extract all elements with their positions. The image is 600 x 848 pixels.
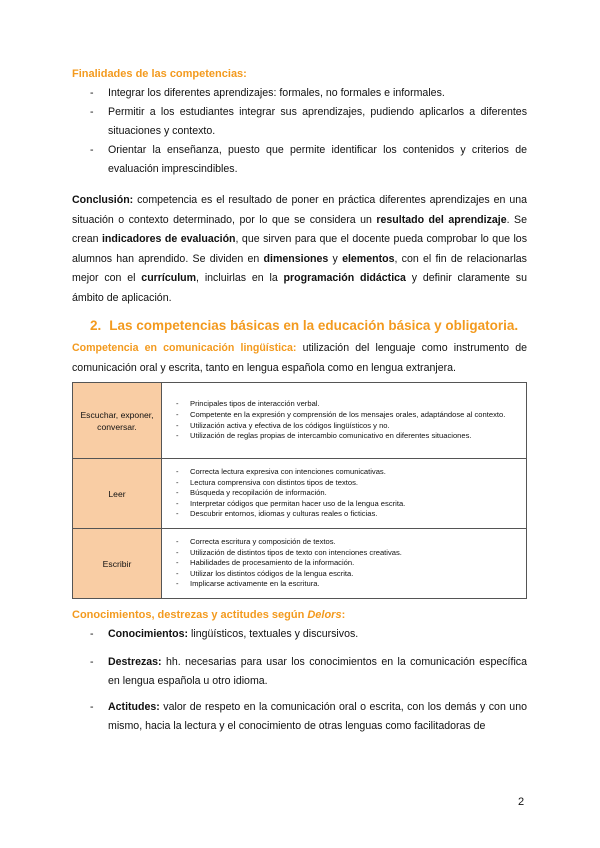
finalidad-item: - Orientar la enseñanza, puesto que permite identificar los contenidos y criterios de evaluación imprescindibles. xyxy=(90,144,527,175)
delors-title: Conocimientos, destrezas y actitudes según Delors: xyxy=(72,609,346,621)
table-row xyxy=(73,529,527,599)
finalidades-title: Finalidades de las competencias: xyxy=(72,68,247,80)
row-content: - Correcta lectura expresiva con intenciones comunicativas. - Lectura comprensiva con distintos tipos de textos. - Búsqueda y recopilación de información. - Interpretar códigos que permitan hacer uso de la lengua escrita. - Descubrir entornos, idiomas y culturas reales o ficticias. xyxy=(162,459,527,529)
page-content xyxy=(72,68,527,737)
table-row xyxy=(73,459,527,529)
page-number: 2 xyxy=(518,796,525,808)
delors-item: - Actitudes: valor de respeto en la comunicación oral o escrita, con los demás y con uno mismo, hacia la lectura y el conocimiento de otras lenguas como facilitadoras de xyxy=(90,700,527,732)
row-label: Escuchar, exponer, conversar. xyxy=(73,383,162,459)
competence-table xyxy=(72,382,527,599)
row-label: Escribir xyxy=(73,529,162,599)
row-content: - Principales tipos de interacción verbal. - Competente en la expresión y comprensión de los mensajes orales, adaptándose al contexto. - Utilización activa y efectiva de los códigos lingüísticos y no. - Utilización de reglas propias de intercambio comunicativo en diferentes situaciones. xyxy=(162,383,527,459)
delors-item: - Conocimientos: lingüísticos, textuales y discursivos. xyxy=(90,628,359,640)
row-content: - Correcta escritura y composición de textos. - Utilización de distintos tipos de texto con intenciones creativas. - Habilidades de procesamiento de la información. - Utilizar los distintos códigos de la lengua escrita. - Implicarse activamente en la escritura. xyxy=(162,529,527,599)
delors-item: - Destrezas: hh. necesarias para usar los conocimientos en la comunicación específica en lengua española u otro idioma. xyxy=(90,655,527,687)
table-row xyxy=(73,383,527,459)
finalidad-item: - Permitir a los estudiantes integrar sus aprendizajes, pudiendo aplicarlos a diferentes situaciones y contexto. xyxy=(90,106,527,137)
ccl-definition: Competencia en comunicación lingüística: utilización del lenguaje como instrumento de comunicación oral y escrita, tanto en lengua española como en lengua extranjera. xyxy=(72,342,527,374)
conclusion-paragraph: Conclusión: competencia es el resultado de poner en práctica diferentes aprendizajes en una situación o contexto determinado, por lo que se considera un resultado del aprendizaje. Se crean indicadores de evaluación, que sirven para que el docente pueda comprobar lo que los alumnos han aprendido. Se dividen en dimensiones y elementos, con el fin de relacionarlas mejor con el currículum, incluirlas en la programación didáctica y definir claramente su ámbito de aplicación. xyxy=(72,194,527,304)
section-2-heading: 2. Las competencias básicas en la educación básica y obligatoria. xyxy=(90,318,519,333)
row-label: Leer xyxy=(73,459,162,529)
finalidad-item: - Integrar los diferentes aprendizajes: formales, no formales e informales. xyxy=(90,87,445,99)
